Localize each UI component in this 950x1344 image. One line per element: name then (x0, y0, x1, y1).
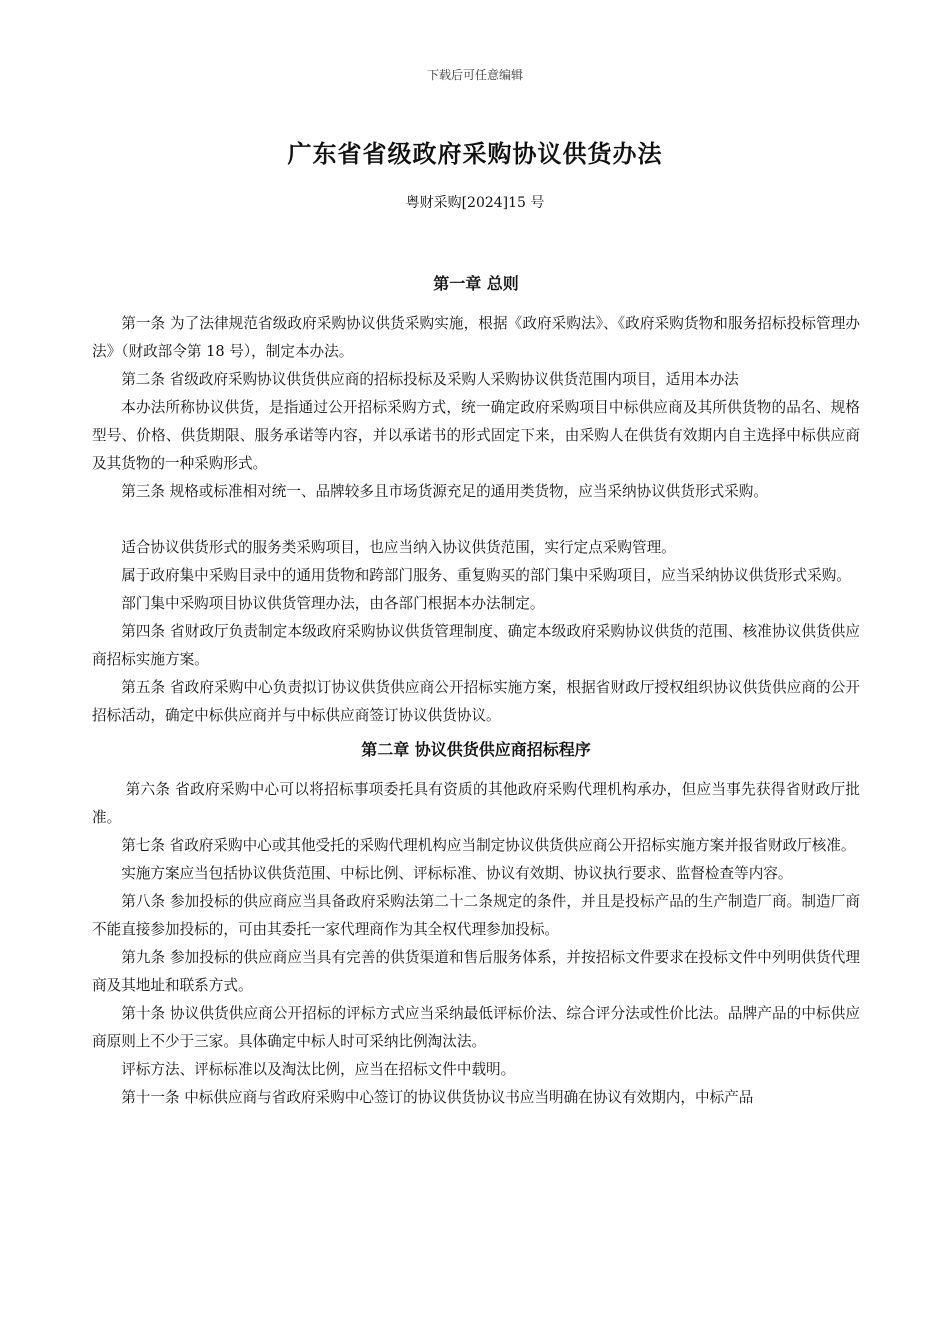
article-paragraph: 属于政府集中采购目录中的通用货物和跨部门服务、重复购买的部门集中采购项目，应当采纳协议供货形式采购。 (121, 567, 851, 584)
article-paragraph: 第二条 省级政府采购协议供货供应商的招标投标及采购人采购协议供货范围内项目，适用本办法 (121, 371, 739, 388)
article-paragraph: 第九条 参加投标的供应商应当具有完善的供货渠道和售后服务体系，并按招标文件要求在投标文件中列明供货代理商及其地址和联系方式。 (92, 949, 860, 994)
article-paragraph: 本办法所称协议供货，是指通过公开招标采购方式，统一确定政府采购项目中标供应商及其所供货物的品名、规格型号、价格、供货期限、服务承诺等内容，并以承诺书的形式固定下来，由采购人在供货有效期内自主选择中标供应商及其货物的一种采购形式。 (92, 399, 860, 472)
article-paragraph: 实施方案应当包括协议供货范围、中标比例、评标标准、协议有效期、协议执行要求、监督检查等内容。 (121, 865, 793, 882)
document-title: 广东省省级政府采购协议供货办法 (287, 140, 663, 168)
article-paragraph: 第六条 省政府采购中心可以将招标事项委托具有资质的其他政府采购代理机构承办，但应当事先获得省财政厅批准。 (92, 781, 860, 826)
article-paragraph: 第四条 省财政厅负责制定本级政府采购协议供货管理制度、确定本级政府采购协议供货的范围、核准协议供货供应商招标实施方案。 (92, 623, 860, 668)
article-paragraph: 第三条 规格或标准相对统一、品牌较多且市场货源充足的通用类货物，应当采纳协议供货形式采购。 (121, 483, 768, 500)
article-paragraph: 第八条 参加投标的供应商应当具备政府采购法第二十二条规定的条件，并且是投标产品的生产制造厂商。制造厂商不能直接参加投标的，可由其委托一家代理商作为其全权代理参加投标。 (92, 893, 860, 938)
chapter-heading: 第二章 协议供货供应商招标程序 (361, 740, 591, 759)
article-paragraph: 第五条 省政府采购中心负责拟订协议供货供应商公开招标实施方案，根据省财政厅授权组织协议供货供应商的公开招标活动，确定中标供应商并与中标供应商签订协议供货协议。 (92, 679, 860, 724)
article-paragraph: 第一条 为了法律规范省级政府采购协议供货采购实施，根据《政府采购法》、《政府采购货物和服务招标投标管理办法》（财政部令第 18 号），制定本办法。 (92, 315, 860, 360)
document-number: 粤财采购[2024]15 号 (405, 195, 545, 211)
document-body (92, 266, 860, 1112)
article-paragraph: 适合协议供货形式的服务类采购项目，也应当纳入协议供货范围，实行定点采购管理。 (121, 539, 676, 556)
article-paragraph: 第十一条 中标供应商与省政府采购中心签订的协议供货协议书应当明确在协议有效期内，中标产品 (121, 1089, 754, 1106)
article-paragraph: 第七条 省政府采购中心或其他受托的采购代理机构应当制定协议供货供应商公开招标实施方案并报省财政厅核准。 (121, 837, 856, 854)
article-paragraph: 评标方法、评标标准以及淘汰比例，应当在招标文件中载明。 (121, 1061, 516, 1078)
header-note: 下载后可任意编辑 (426, 68, 523, 82)
chapter-heading: 第一章 总则 (433, 274, 519, 293)
article-paragraph: 部门集中采购项目协议供货管理办法，由各部门根据本办法制定。 (121, 595, 545, 612)
article-paragraph: 第十条 协议供货供应商公开招标的评标方式应当采纳最低评标价法、综合评分法或性价比法。品牌产品的中标供应商原则上不少于三家。具体确定中标人时可采纳比例淘汰法。 (92, 1005, 860, 1050)
